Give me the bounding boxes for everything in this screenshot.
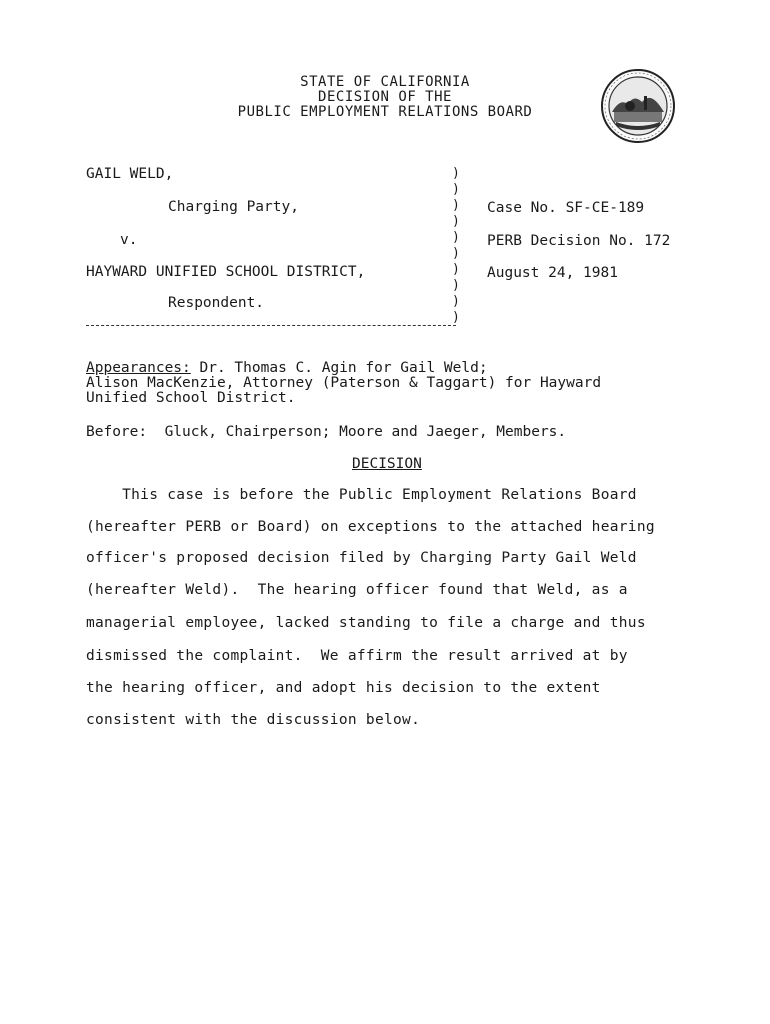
charging-party-role: Charging Party, <box>168 199 299 215</box>
appearances-charging: Dr. Thomas C. Agin for Gail Weld; <box>190 360 488 376</box>
body-line: managerial employee, lacked standing to file a charge and thus <box>86 615 646 631</box>
body-line: dismissed the complaint. We affirm the result arrived at by <box>86 648 628 664</box>
header-board-name: PUBLIC EMPLOYMENT RELATIONS BOARD <box>237 104 533 120</box>
before-label: Before: <box>86 424 148 440</box>
caption-brackets: ) ) ) ) ) ) ) ) ) ) <box>452 166 460 325</box>
respondent-role: Respondent. <box>168 295 265 311</box>
body-line: (hereafter Weld). The hearing officer found that Weld, as a <box>86 582 628 598</box>
body-line: the hearing officer, and adopt his decision to the extent <box>86 680 601 696</box>
before-members: Gluck, Chairperson; Moore and Jaeger, Members. <box>147 424 567 440</box>
body-line: (hereafter PERB or Board) on exceptions to the attached hearing <box>86 519 655 535</box>
appearances-line3: Unified School District. <box>86 390 296 406</box>
header-decision-of: DECISION OF THE <box>318 89 452 105</box>
appearances-label: Appearances: <box>86 360 191 376</box>
decision-date: August 24, 1981 <box>487 265 618 281</box>
header-state: STATE OF CALIFORNIA <box>300 74 470 90</box>
before-line <box>86 424 566 440</box>
appearances-line1 <box>86 360 488 376</box>
respondent-name: HAYWARD UNIFIED SCHOOL DISTRICT, <box>86 264 366 280</box>
versus-label: v. <box>120 232 138 248</box>
caption-divider <box>86 325 456 326</box>
charging-party-name: GAIL WELD, <box>86 166 174 182</box>
decision-heading: DECISION <box>352 456 422 472</box>
decision-number: PERB Decision No. 172 <box>487 233 671 249</box>
appearances-line2: Alison MacKenzie, Attorney (Paterson & Taggart) for Hayward <box>86 375 602 391</box>
body-line: This case is before the Public Employment Relations Board <box>86 487 637 503</box>
case-number: Case No. SF-CE-189 <box>487 200 645 216</box>
state-seal-icon <box>600 68 676 144</box>
body-line: officer's proposed decision filed by Charging Party Gail Weld <box>86 550 637 566</box>
body-line: consistent with the discussion below. <box>86 712 421 728</box>
